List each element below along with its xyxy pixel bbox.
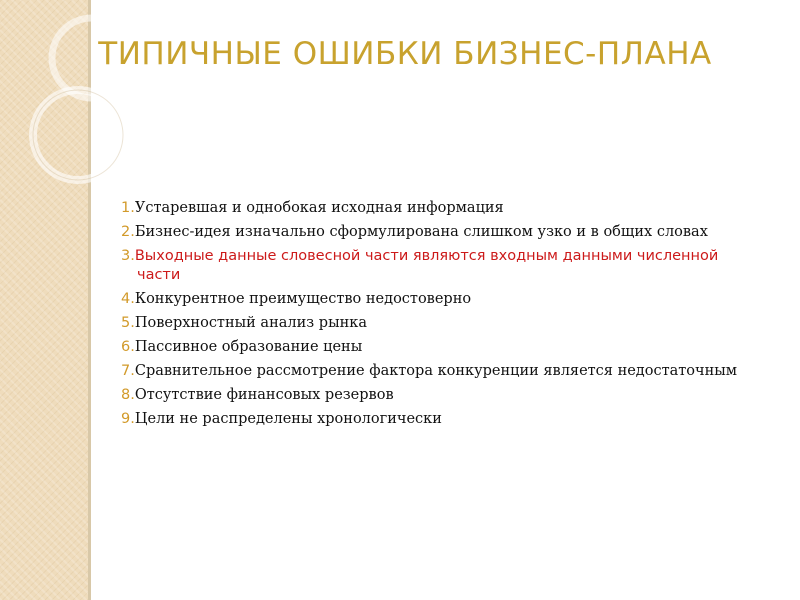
list-item-number: 3. (121, 248, 135, 264)
list-item-number: 5. (121, 315, 135, 331)
list-item-text: Бизнес-идея изначально сформулирована слишком узко и в общих словах (134, 224, 708, 240)
list-item (121, 247, 751, 285)
list-item (121, 199, 751, 218)
list-item-number: 7. (121, 363, 135, 379)
list-item-text: Сравнительное рассмотрение фактора конкуренции является недостаточным (134, 363, 738, 379)
list-item-number: 9. (121, 411, 135, 427)
slide-title: ТИПИЧНЫЕ ОШИБКИ БИЗНЕС-ПЛАНА (98, 36, 712, 72)
list-item-text: Отсутствие финансовых резервов (134, 387, 394, 403)
list-item-text: Поверхностный анализ рынка (134, 315, 367, 331)
list-item (121, 362, 751, 381)
list-item (121, 338, 751, 357)
list-item-number: 4. (121, 291, 135, 307)
list-item-number: 6. (121, 339, 135, 355)
list-item (121, 314, 751, 333)
list-item-text: Цели не распределены хронологически (134, 411, 442, 427)
list-item-number: 1. (121, 200, 135, 216)
list-item-text: Конкурентное преимущество недостоверно (134, 291, 472, 307)
list-item (121, 386, 751, 405)
list-item-text: Устаревшая и однобокая исходная информация (134, 200, 504, 216)
list-item-text: Пассивное образование цены (134, 339, 363, 355)
list-item (121, 290, 751, 309)
list-item (121, 410, 751, 429)
mistakes-list (121, 199, 751, 434)
list-item-number: 8. (121, 387, 135, 403)
list-item-number: 2. (121, 224, 135, 240)
list-item-text: Выходные данные словесной части являются входным данными численной части (134, 248, 719, 283)
list-item (121, 223, 751, 242)
